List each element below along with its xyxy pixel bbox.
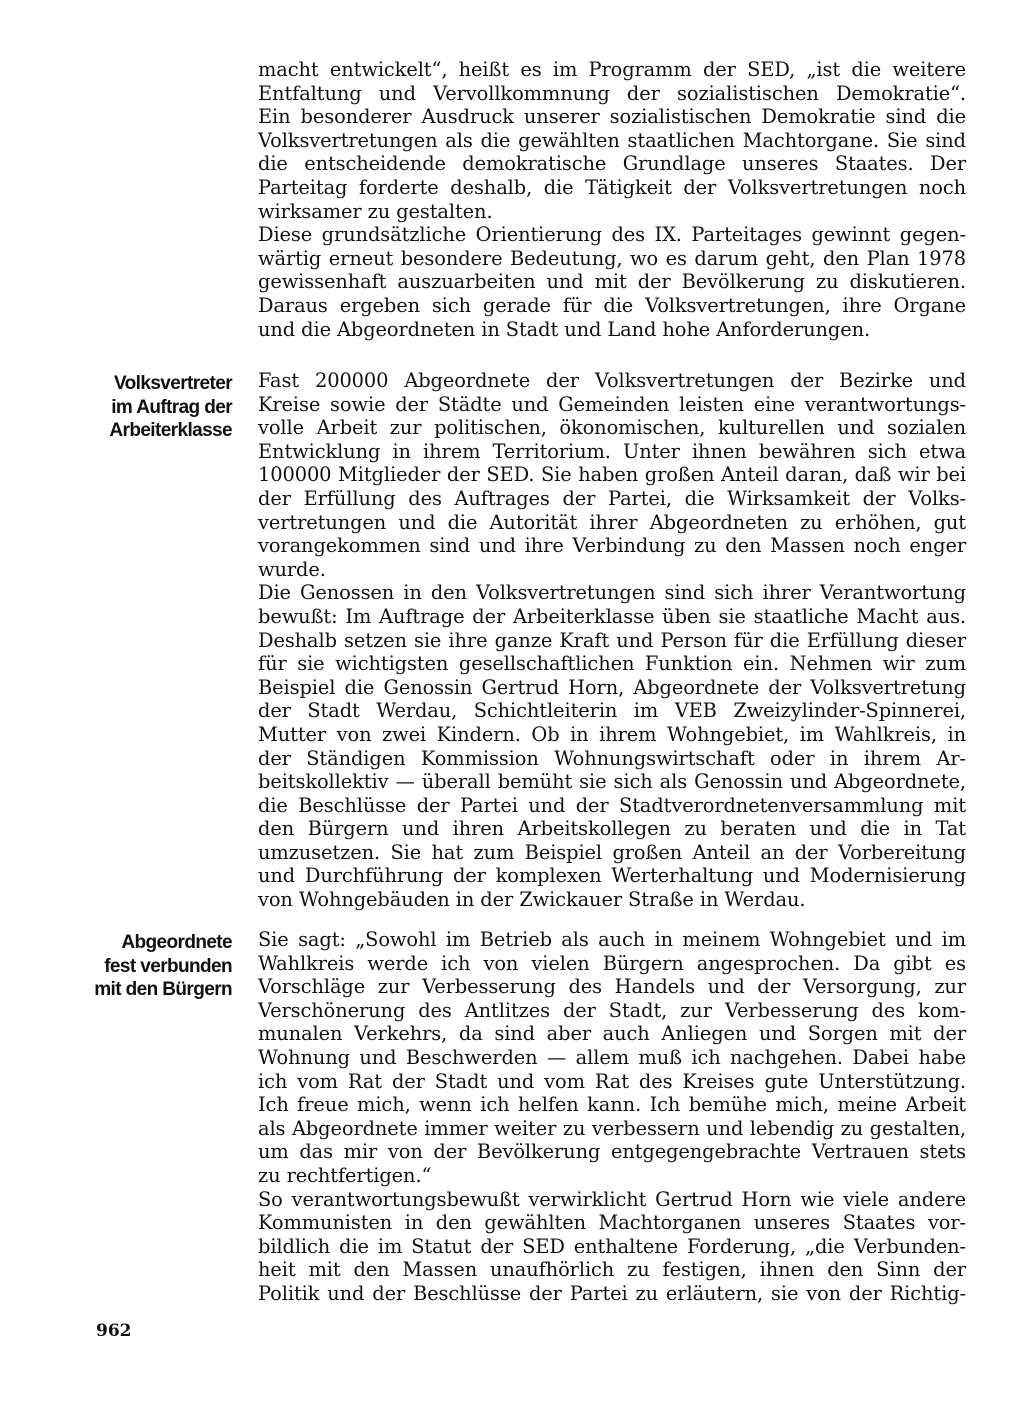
text-line: So verantwortungsbewußt verwirklicht Gertrud Horn wie viele andere <box>258 1187 966 1211</box>
paragraph <box>258 1188 966 1306</box>
text-line: um das mir von der Bevölkerung entgegengebrachte Vertrauen stets <box>258 1140 966 1164</box>
text-line: Beispiel die Genossin Gertrud Horn, Abgeordnete der Volksvertretung <box>258 675 966 699</box>
text-line: Daraus ergeben sich gerade für die Volksvertretungen, ihre Organe <box>258 293 966 317</box>
text-line: Die Genossen in den Volksvertretungen sind sich ihrer Verantwortung <box>258 581 966 605</box>
text-line: Wohnung und Beschwerden — allem muß ich nachgehen. Dabei habe <box>258 1045 966 1069</box>
text-line: vorangekommen sind und ihre Verbindung zu den Massen noch enger <box>258 534 966 558</box>
text-line: zu rechtfertigen.“ <box>258 1163 432 1187</box>
page-number: 962 <box>96 1321 132 1341</box>
text-line: Mutter von zwei Kindern. Ob in ihrem Wohngebiet, im Wahlkreis, in <box>258 722 966 746</box>
paragraph <box>258 928 966 1188</box>
text-line: Volksvertretungen als die gewählten staatlichen Machtorgane. Sie sind <box>258 128 966 152</box>
text-line: Entfaltung und Vervollkommnung der sozialistischen Demokratie“. <box>258 81 966 105</box>
paragraph <box>258 581 966 911</box>
text-line: den Bürgern und ihren Arbeitskollegen zu beraten und die in Tat <box>258 817 966 841</box>
text-line: 100000 Mitglieder der SED. Sie haben großen Anteil daran, daß wir bei <box>258 463 966 487</box>
margin-heading-volksvertreter <box>72 372 232 443</box>
text-line: Deshalb setzen sie ihre ganze Kraft und Person für die Erfüllung dieser <box>258 628 966 652</box>
margin-heading-line: im Auftrag der <box>111 396 232 418</box>
text-line: Diese grundsätzliche Orientierung des IX. Parteitages gewinnt gegen- <box>258 223 966 247</box>
text-line: wurde. <box>258 557 326 581</box>
text-line: die Beschlüsse der Partei und der Stadtverordnetenversammlung mit <box>258 793 966 817</box>
text-line: Fast 200000 Abgeordnete der Volksvertretungen der Bezirke und <box>258 369 966 392</box>
margin-heading-line: Volksvertreter <box>114 373 232 394</box>
text-line: der Stadt Werdau, Schichtleiterin im VEB Zweizylinder-Spinnerei, <box>258 699 966 723</box>
text-line: macht entwickelt“, heißt es im Programm der SED, „ist die weitere <box>258 58 966 81</box>
text-line: Ein besonderer Ausdruck unserer sozialistischen Demokratie sind die <box>258 105 966 129</box>
text-line: ich vom Rat der Stadt und vom Rat des Kreises gute Unterstützung. <box>258 1069 966 1093</box>
text-line: als Abgeordnete immer weiter zu verbessern und lebendig zu gestalten, <box>258 1116 966 1140</box>
paragraph <box>258 369 966 581</box>
paragraph <box>258 58 966 223</box>
text-line: Verschönerung des Antlitzes der Stadt, zur Verbesserung des kom- <box>258 998 966 1022</box>
text-line: Politik und der Beschlüsse der Partei zu erläutern, sie von der Richtig- <box>258 1281 966 1305</box>
text-line: für sie wichtigsten gesellschaftlichen Funktion ein. Nehmen wir zum <box>258 652 966 676</box>
section-abgeordnete-text <box>258 928 966 1306</box>
text-line: bewußt: Im Auftrage der Arbeiterklasse üben sie staatliche Macht aus. <box>258 604 966 628</box>
text-line: munalen Verkehrs, da sind aber auch Anliegen und Sorgen mit der <box>258 1022 966 1046</box>
text-line: Kommunisten in den gewählten Machtorganen unseres Staates vor- <box>258 1211 966 1235</box>
text-line: heit mit den Massen unaufhörlich zu festigen, ihnen den Sinn der <box>258 1258 966 1282</box>
text-line: beitskollektiv — überall bemüht sie sich als Genossin und Abgeordnete, <box>258 770 966 794</box>
margin-heading-abgeordnete <box>72 931 232 1002</box>
text-line: Ich freue mich, wenn ich helfen kann. Ich bemühe mich, meine Arbeit <box>258 1093 966 1117</box>
text-line: Parteitag forderte deshalb, die Tätigkeit der Volksvertretungen noch <box>258 175 966 199</box>
margin-heading-line: fest verbunden <box>104 955 232 977</box>
margin-heading-line: Abgeordnete <box>121 932 232 953</box>
text-line: Vorschläge zur Verbesserung des Handels und der Versorgung, zur <box>258 975 966 999</box>
text-line: gewissenhaft auszuarbeiten und mit der Bevölkerung zu diskutieren. <box>258 270 966 294</box>
intro-text-block <box>258 58 966 341</box>
text-line: Kreise sowie der Städte und Gemeinden leisten eine verantwortungs- <box>258 392 966 416</box>
text-line: der Erfüllung des Auftrages der Partei, die Wirksamkeit der Volks- <box>258 486 966 510</box>
text-line: und die Abgeordneten in Stadt und Land hohe Anforderungen. <box>258 317 871 341</box>
text-line: umzusetzen. Sie hat zum Beispiel großen Anteil an der Vorbereitung <box>258 840 966 864</box>
text-line: volle Arbeit zur politischen, ökonomischen, kulturellen und sozialen <box>258 416 966 440</box>
text-line: der Ständigen Kommission Wohnungswirtschaft oder in ihrem Ar- <box>258 746 966 770</box>
margin-heading-line: Arbeiterklasse <box>109 420 232 441</box>
margin-heading-line: mit den Bürgern <box>94 979 232 1000</box>
text-line: von Wohngebäuden in der Zwickauer Straße in Werdau. <box>258 888 806 912</box>
text-line: wärtig erneut besondere Bedeutung, wo es darum geht, den Plan 1978 <box>258 246 966 270</box>
text-line: Wahlkreis werde ich von vielen Bürgern angesprochen. Da gibt es <box>258 951 966 975</box>
text-line: Entwicklung in ihrem Territorium. Unter ihnen bewähren sich etwa <box>258 439 966 463</box>
text-line: die entscheidende demokratische Grundlage unseres Staates. Der <box>258 152 966 176</box>
text-line: vertretungen und die Autorität ihrer Abgeordneten zu erhöhen, gut <box>258 510 966 534</box>
text-line: und Durchführung der komplexen Werterhaltung und Modernisierung <box>258 864 966 888</box>
text-line: wirksamer zu gestalten. <box>258 199 493 223</box>
text-line: Sie sagt: „Sowohl im Betrieb als auch in meinem Wohngebiet und im <box>258 928 966 951</box>
paragraph <box>258 223 966 341</box>
text-line: bildlich die im Statut der SED enthaltene Forderung, „die Verbunden- <box>258 1234 966 1258</box>
section-volksvertreter-text <box>258 369 966 912</box>
